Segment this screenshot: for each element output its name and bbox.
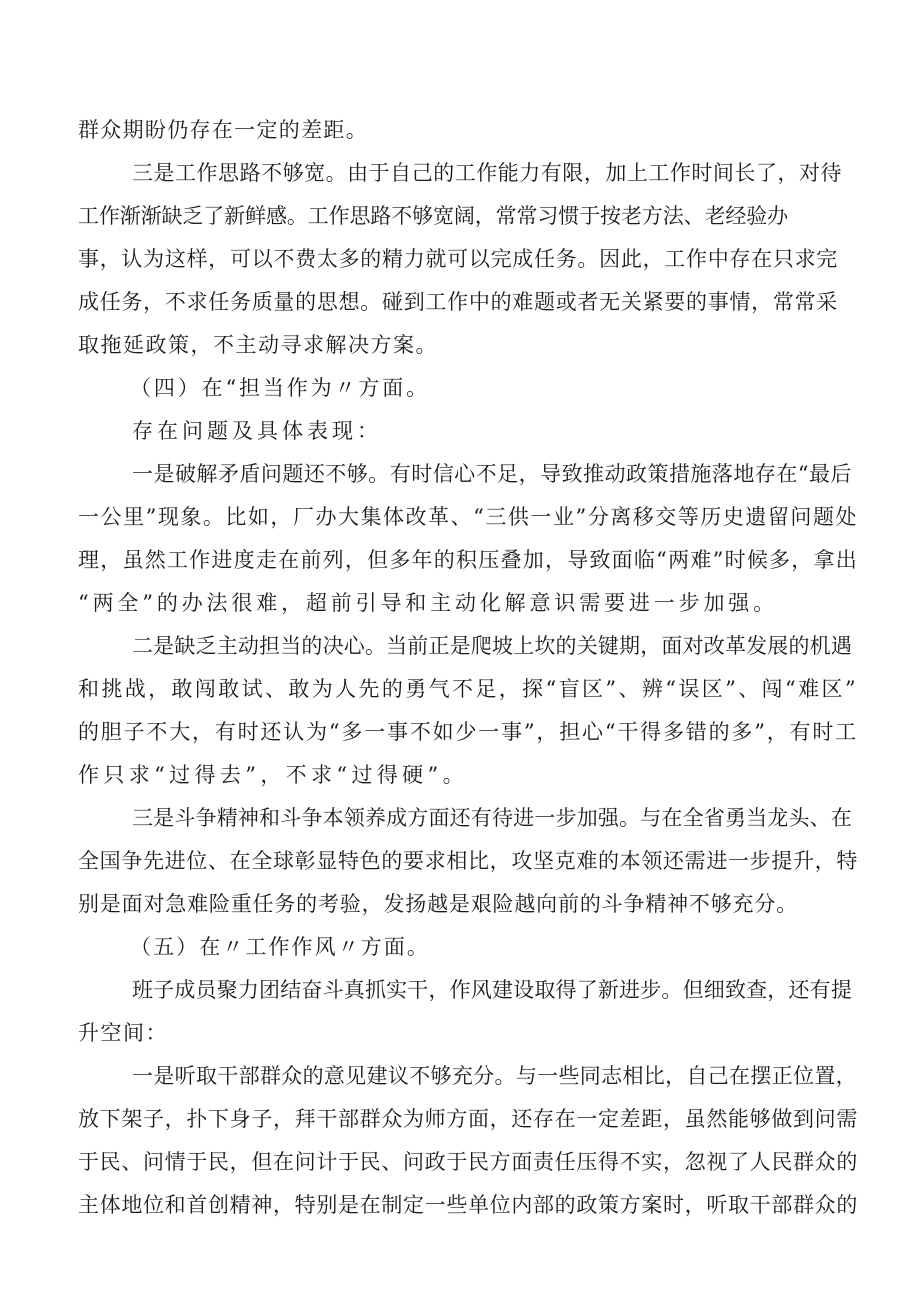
section-heading-4: （四）在“担当作为〃方面。: [130, 376, 430, 400]
text-line-26: 主体地位和首创精神，特别是在制定一些单位内部的政策方案时，听取干部群众的: [78, 1193, 858, 1217]
text-line-1: 群众期盼仍存在一定的差距。: [78, 118, 368, 142]
text-line-23: 一是听取干部群众的意见建议不够充分。与一些同志相比，自己在摆正位置，: [132, 1064, 857, 1088]
text-line-9: 一是破解矛盾问题还不够。有时信心不足，导致推动政策措施落地存在“最后: [132, 462, 852, 486]
text-line-11: 理，虽然工作进度走在前列，但多年的积压叠加，导致面临“两难”时候多，拿出: [78, 548, 858, 572]
text-line-5: 成任务，不求任务质量的思想。碰到工作中的难题或者无关紧要的事情，常常采: [78, 290, 838, 314]
text-line-18: 全国争先进位、在全球彰显特色的要求相比，攻坚克难的本领还需进一步提升，特: [78, 849, 858, 873]
text-line-15: 的胆子不大，有时还认为“多一事不如少一事”，担心“干得多错的多”，有时工: [78, 720, 858, 744]
text-line-24: 放下架子，扑下身子，拜干部群众为师方面，还存在一定差距，虽然能够做到问需: [78, 1107, 858, 1131]
text-line-2: 三是工作思路不够宽。由于自己的工作能力有限，加上工作时间长了，对待: [132, 161, 842, 185]
text-line-4: 事，认为这样，可以不费太多的精力就可以完成任务。因此，工作中存在只求完: [78, 247, 838, 271]
text-line-6: 取拖延政策，不主动寻求解决方案。: [78, 333, 438, 357]
section-heading-5: （五）在〃工作作风〃方面。: [130, 935, 430, 959]
text-line-25: 于民、问情于民，但在问计于民、问政于民方面责任压得不实，忽视了人民群众的: [78, 1150, 858, 1174]
text-line-3: 工作渐渐缺乏了新鲜感。工作思路不够宽阔，常常习惯于按老方法、老经验办: [78, 204, 788, 228]
text-line-12: “两全”的办法很难，超前引导和主动化解意识需要进一步加强。: [78, 591, 778, 615]
text-line-14: 和挑战，敢闯敢试、敢为人先的勇气不足，探“盲区”、辨“误区”、闯“难区”: [78, 677, 858, 701]
text-line-10: 一公里”现象。比如，厂办大集体改革、“三供一业”分离移交等历史遗留问题处: [78, 505, 858, 529]
text-line-13: 二是缺乏主动担当的决心。当前正是爬坡上坎的关键期，面对改革发展的机遇: [132, 634, 852, 658]
text-line-21: 班子成员聚力团结奋斗真抓实干，作风建设取得了新进步。但细致查，还有提: [132, 978, 852, 1002]
text-line-19: 别是面对急难险重任务的考验，发扬越是艰险越向前的斗争精神不够充分。: [78, 892, 798, 916]
text-line-8: 存在问题及具体表现：: [132, 419, 382, 443]
text-line-16: 作只求“过得去”，不求“过得硬”。: [78, 763, 468, 787]
text-line-22: 升空间：: [78, 1021, 168, 1045]
text-line-17: 三是斗争精神和斗争本领养成方面还有待进一步加强。与在全省勇当龙头、在: [132, 806, 852, 830]
